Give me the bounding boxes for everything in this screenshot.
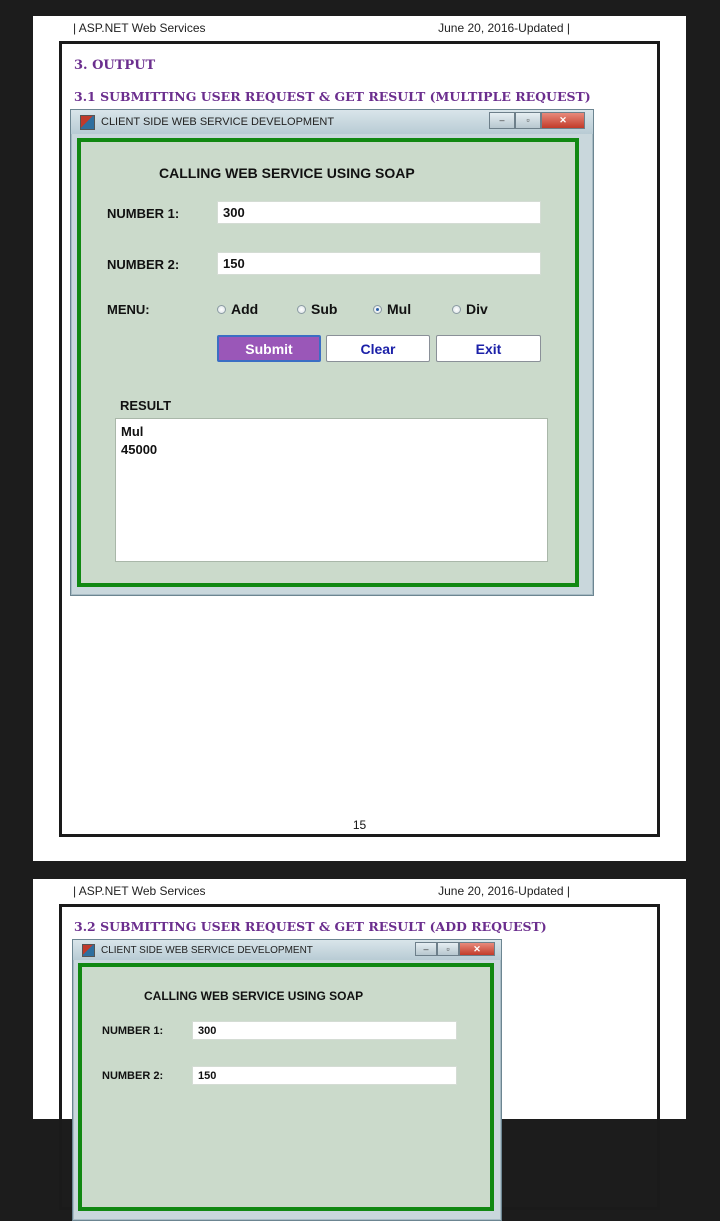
close-icon[interactable]: ✕ — [459, 942, 495, 956]
subsection-heading: 3.1 SUBMITTING USER REQUEST & GET RESULT (MULTIPLE REQUEST) — [74, 89, 591, 104]
clear-button[interactable]: Clear — [326, 335, 430, 362]
radio-add-label: Add — [231, 301, 259, 317]
page-border — [59, 904, 660, 1210]
form-title: CALLING WEB SERVICE USING SOAP — [159, 165, 415, 181]
radio-sub[interactable] — [297, 301, 337, 317]
app-icon — [80, 115, 95, 130]
result-textarea[interactable] — [115, 418, 548, 562]
window-controls — [415, 942, 495, 956]
submit-button[interactable]: Submit — [217, 335, 321, 362]
page-border — [59, 41, 660, 837]
menu-label: MENU: — [107, 302, 150, 317]
form-client-area — [77, 138, 579, 587]
number1-input[interactable]: 300 — [192, 1021, 457, 1040]
form-title: CALLING WEB SERVICE USING SOAP — [144, 989, 364, 1003]
form-client-area — [78, 963, 494, 1211]
header-left-text: | ASP.NET Web Services — [73, 21, 206, 35]
minimize-icon[interactable]: – — [415, 942, 437, 956]
section-heading: 3. OUTPUT — [74, 58, 156, 73]
radio-div-circle — [452, 305, 461, 314]
page-header — [73, 21, 570, 35]
maximize-icon[interactable]: ▫ — [515, 112, 541, 129]
page-number: 15 — [352, 818, 367, 832]
number1-label: NUMBER 1: — [102, 1025, 164, 1037]
window-titlebar — [71, 110, 593, 134]
window-titlebar — [73, 940, 501, 960]
radio-add[interactable] — [217, 301, 258, 317]
header-right-text: June 20, 2016-Updated | — [438, 21, 570, 35]
radio-div[interactable] — [452, 301, 488, 317]
number2-label: NUMBER 2: — [107, 257, 180, 272]
number2-input[interactable]: 150 — [217, 252, 541, 275]
number2-label: NUMBER 2: — [102, 1070, 164, 1082]
exit-button[interactable]: Exit — [436, 335, 541, 362]
result-line-value: 45000 — [121, 442, 158, 457]
page-header — [73, 884, 570, 898]
document-page-1 — [33, 16, 686, 861]
document-page-2 — [33, 879, 686, 1119]
window-title: CLIENT SIDE WEB SERVICE DEVELOPMENT — [101, 944, 313, 956]
maximize-icon[interactable]: ▫ — [437, 942, 459, 956]
header-left-text: | ASP.NET Web Services — [73, 884, 206, 898]
radio-mul[interactable] — [373, 301, 411, 317]
app-window — [70, 109, 594, 596]
number1-label: NUMBER 1: — [107, 206, 180, 221]
radio-sub-label: Sub — [311, 301, 338, 317]
window-controls — [489, 112, 585, 129]
minimize-icon[interactable]: – — [489, 112, 515, 129]
radio-mul-circle-selected — [373, 305, 382, 314]
result-label: RESULT — [120, 398, 172, 413]
close-icon[interactable]: ✕ — [541, 112, 585, 129]
app-window — [72, 939, 502, 1221]
result-line-operation: Mul — [121, 424, 144, 439]
radio-add-circle — [217, 305, 226, 314]
radio-sub-circle — [297, 305, 306, 314]
subsection-heading: 3.2 SUBMITTING USER REQUEST & GET RESULT (ADD REQUEST) — [74, 919, 547, 934]
app-icon — [82, 944, 95, 957]
number1-input[interactable]: 300 — [217, 201, 541, 224]
window-title: CLIENT SIDE WEB SERVICE DEVELOPMENT — [101, 116, 335, 128]
number2-input[interactable]: 150 — [192, 1066, 457, 1085]
radio-div-label: Div — [466, 301, 488, 317]
radio-mul-label: Mul — [387, 301, 412, 317]
header-right-text: June 20, 2016-Updated | — [438, 884, 570, 898]
